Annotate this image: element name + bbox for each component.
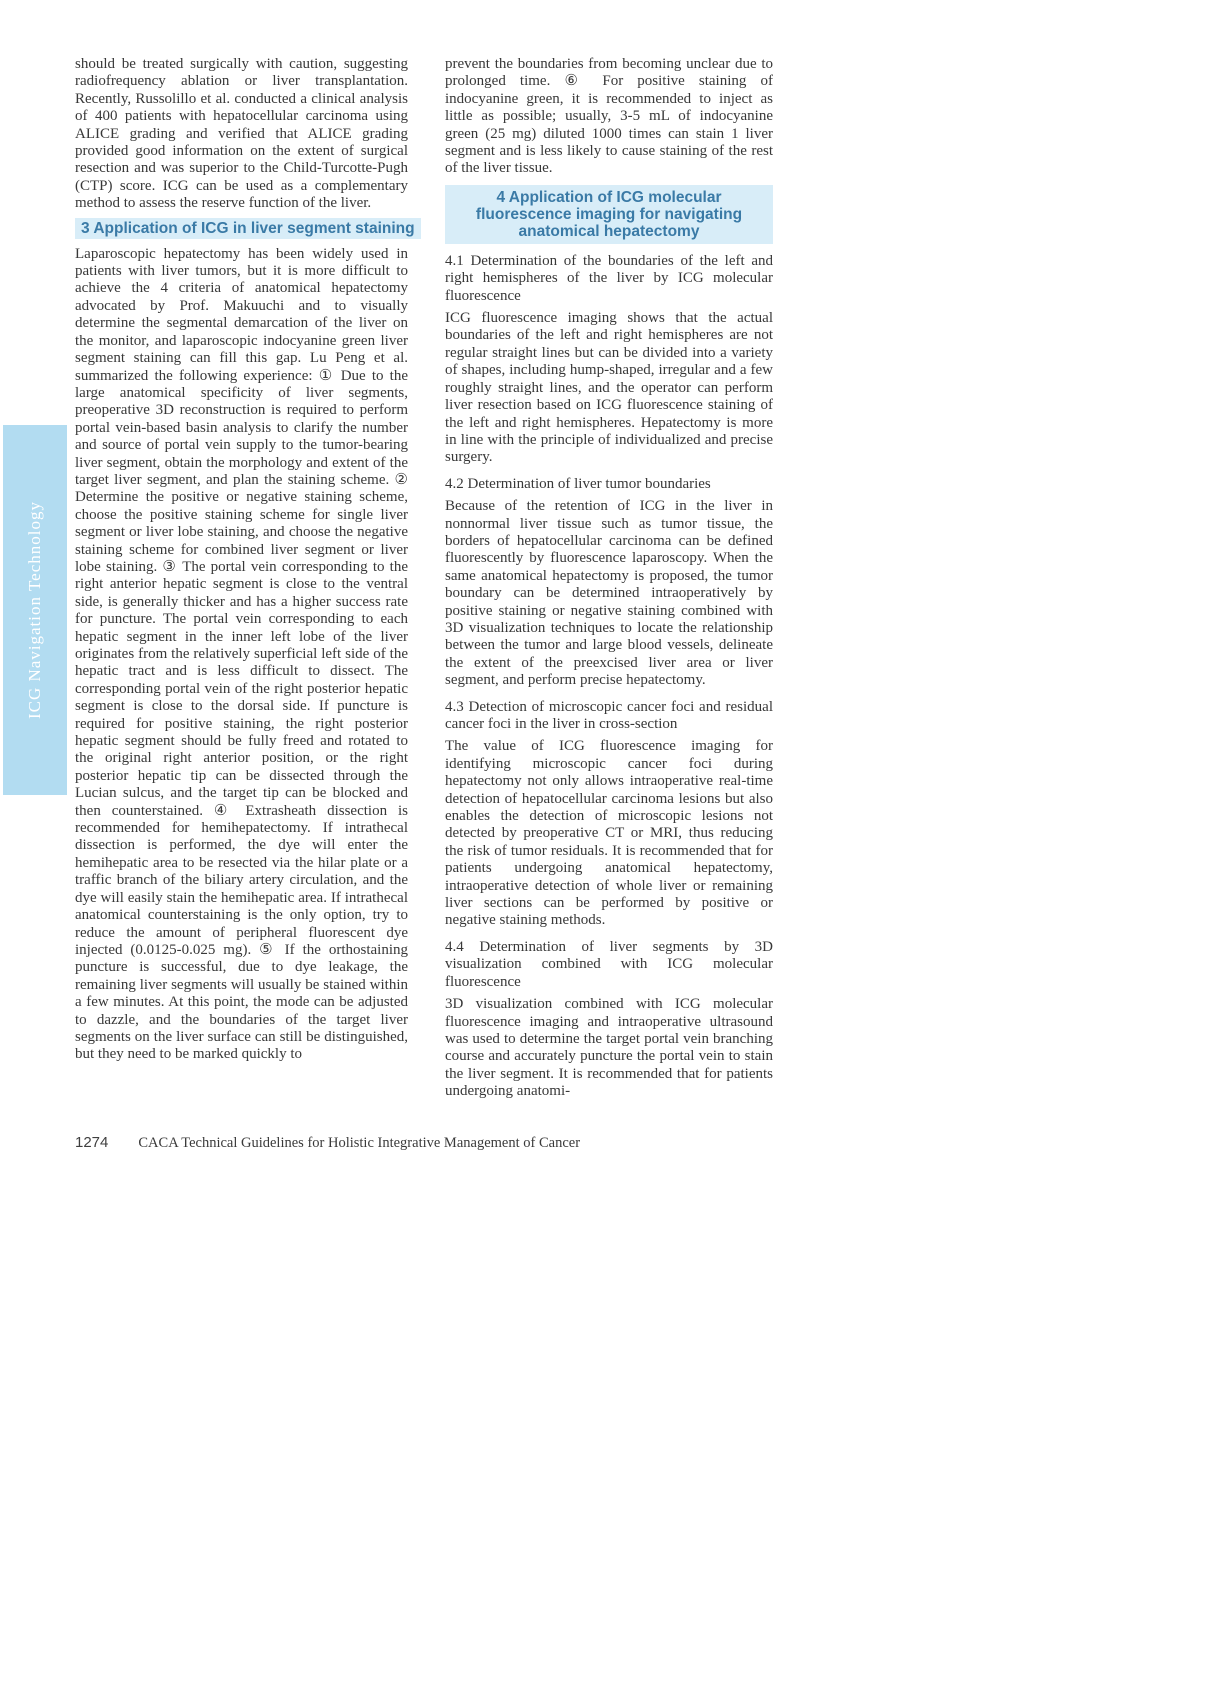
subheading-4-3: 4.3 Detection of microscopic cancer foci and residual cancer foci in the liver in cross-section xyxy=(445,698,773,732)
paragraph-4-1: ICG fluorescence imaging shows that the actual boundaries of the left and right hemispheres are not regular straight lines but can be divided into a variety of shapes, including hump-shaped, irregular and a few roughly straight lines, and the operator can perform liver resection based on ICG fluorescence staining of the left and right hemispheres. Hepatectomy is more in line with the principle of individualized and precise surgery. xyxy=(445,310,773,466)
subheading-4-1: 4.1 Determination of the boundaries of the left and right hemispheres of the liver by ICG molecular fluorescence xyxy=(445,252,773,304)
page-number: 1274 xyxy=(75,1134,109,1151)
section-4-3 xyxy=(445,699,773,930)
chapter-sidebar-label: ICG Navigation Technology xyxy=(25,500,44,720)
subheading-4-2: 4.2 Determination of liver tumor boundaries xyxy=(445,475,711,492)
journal-title: CACA Technical Guidelines for Holistic Integrative Management of Cancer xyxy=(138,1135,581,1151)
section-3-heading: 3 Application of ICG in liver segment staining xyxy=(75,218,421,239)
page-footer xyxy=(75,1134,580,1152)
subheading-4-4: 4.4 Determination of liver segments by 3D visualization combined with ICG molecular fluorescence xyxy=(445,938,773,990)
left-column xyxy=(75,56,415,1104)
section-4-2 xyxy=(445,476,773,690)
paragraph-4-4: 3D visualization combined with ICG molecular fluorescence imaging and intraoperative ultrasound was used to determine the target portal vein branching course and accurately puncture the portal vein to stain the liver segment. It is recommended that for patients undergoing anatomi- xyxy=(445,996,773,1100)
paragraph-section-3-continued: prevent the boundaries from becoming unclear due to prolonged time. ⑥ For positive staining of indocyanine green, it is recommended to inject as little as possible; usually, 3-5 mL of indocyanine green (25 mg) diluted 1000 times can stain 1 liver segment and is less likely to cause staining of the rest of the liver tissue. xyxy=(445,56,773,177)
chapter-sidebar-tab xyxy=(3,425,67,795)
section-4-heading: 4 Application of ICG molecular fluorescence imaging for navigating anatomical hepatectomy xyxy=(445,185,773,244)
paragraph-4-3: The value of ICG fluorescence imaging for identifying microscopic cancer foci during hepatectomy not only allows intraoperative real-time detection of hepatocellular carcinoma lesions but also enables the detection of microscopic lesions not detected by preoperative CT or MRI, thus reducing the risk of tumor residuals. It is recommended that for patients undergoing anatomical hepatectomy, intraoperative detection of whole liver or remaining liver sections can be performed by positive or negative staining methods. xyxy=(445,738,773,929)
section-4-4 xyxy=(445,939,773,1101)
section-4-1 xyxy=(445,253,773,467)
article-body xyxy=(75,56,773,1104)
paragraph-intro-continuation: should be treated surgically with caution, suggesting radiofrequency ablation or liver transplantation. Recently, Russolillo et al. conducted a clinical analysis of 400 patients with hepatocellular carcinoma using ALICE grading and verified that ALICE grading provided good information on the extent of surgical resection and was superior to the Child-Turcotte-Pugh (CTP) score. ICG can be used as a complementary method to assess the reserve function of the liver. xyxy=(75,56,408,212)
paragraph-section-3: Laparoscopic hepatectomy has been widely used in patients with liver tumors, but it is more difficult to achieve the 4 criteria of anatomical hepatectomy advocated by Prof. Makuuchi and to visually determine the segmental demarcation of the liver on the monitor, and laparoscopic indocyanine green liver segment staining can fill this gap. Lu Peng et al. summarized the following experience: ① Due to the large anatomical specificity of liver segments, preoperative 3D reconstruction is required to perform portal vein-based basin analysis to clarify the number and source of portal vein supply to the tumor-bearing liver segment, obtain the morphology and extent of the target liver segment, and plan the staining scheme. ② Determine the positive or negative staining scheme, choose the positive staining scheme for single liver segment or liver lobe staining, and choose the negative staining scheme for combined liver segment or liver lobe staining. ③ The portal vein corresponding to the right anterior hepatic segment is close to the ventral side, is generally thicker and has a higher success rate for puncture. The portal vein corresponding to each hepatic segment in the inner left lobe of the liver originates from the relatively superficial left side of the hepatic tract and is less difficult to dissect. The corresponding portal vein of the right posterior hepatic segment is close to the dorsal side. If puncture is required for positive staining, the right posterior hepatic segment should be fully freed and rotated to the original right anterior position, or the right posterior hepatic tip can be dissected through the Lucian sulcus, and the target tip can be blocked and then counterstained. ④ Extrasheath dissection is recommended for hemihepatectomy. If intrathecal dissection is performed, the dye will enter the hemihepatic area to be resected via the hilar plate or a traffic branch of the biliary artery circulation, and the dye will easily stain the hemihepatic area. If intrathecal anatomical counterstaining is the only option, try to reduce the amount of peripheral fluorescent dye injected (0.0125-0.025 mg). ⑤ If the orthostaining puncture is successful, due to dye leakage, the remaining liver segments will usually be stained within a few minutes. At this point, the mode can be adjusted to dazzle, and the boundaries of the target liver segments on the liver surface can still be distinguished, but they need to be marked quickly to xyxy=(75,245,408,1063)
right-column xyxy=(445,56,773,1104)
paragraph-4-2: Because of the retention of ICG in the liver in nonnormal liver tissue such as tumor tissue, the borders of hepatocellular carcinoma can be defined fluorescently by fluorescence laparoscopy. When the same anatomical hepatectomy is proposed, the tumor boundary can be determined intraoperatively by positive staining or negative staining combined with 3D visualization techniques to locate the relationship between the tumor and large blood vessels, delineate the extent of the preexcised liver area or liver segment, and perform precise hepatectomy. xyxy=(445,498,773,689)
